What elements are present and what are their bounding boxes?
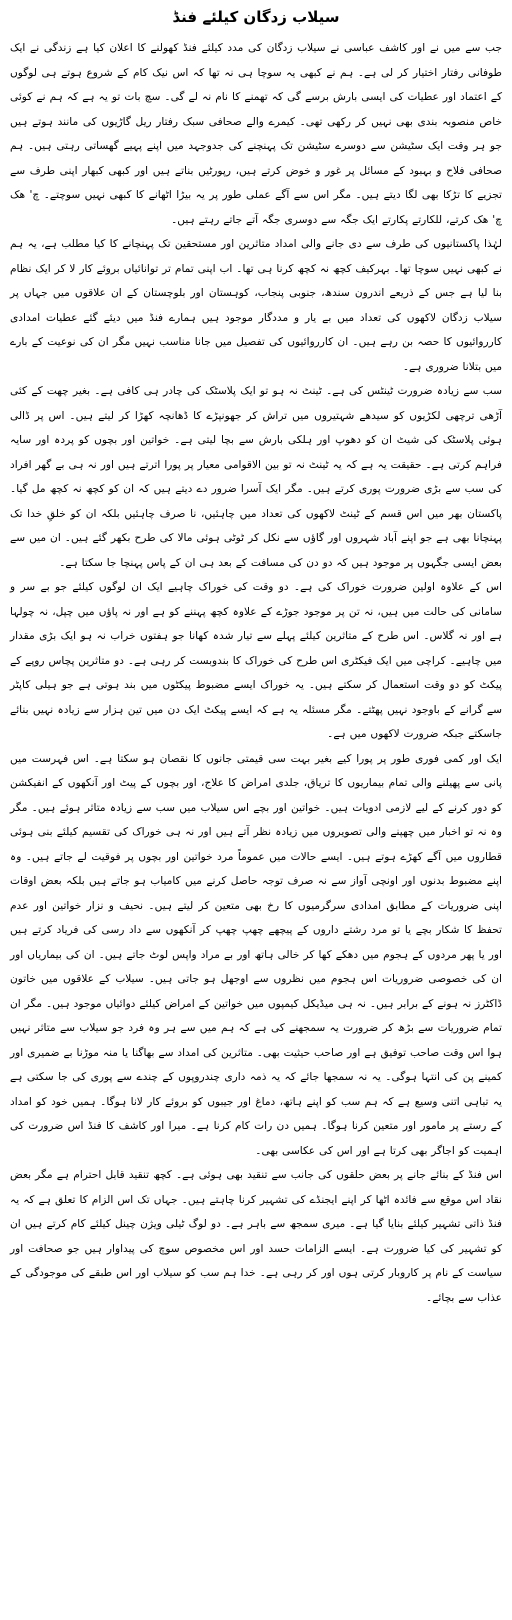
article-title: سیلاب زدگان کیلئے فنڈ (172, 8, 340, 26)
paragraph-1: جب سے میں نے اور کاشف عباسی نے سیلاب زدگان کی مدد کیلئے فنڈ کھولنے کا اعلان کیا ہے زندگی نے ایک طوفانی رفتار اختیار کر لی ہے۔ ہم نے کبھی یہ سوچا ہی نہ تھا کہ اس نیک کام کے شروع ہوتے ہی لوگوں کے اعتماد اور عطیات کی ایسی بارش برسے گی کہ تھمنے کا نام نہ لے گی۔ سچ بات تو یہ ہے کہ ہم نے کوئی خاص منصوبہ بندی بھی نہیں کر رکھی تھی۔ کیمرے والے صحافی سبک رفتار ریل گاڑیوں کی مانند ہوتے ہیں جو ہر وقت ایک سٹیشن سے دوسرے سٹیشن تک پہنچنے کی جدوجہد میں اپنے پہیے گھساتی رہتی ہیں۔ ہم صحافی فلاح و بہبود کے مسائل پر غور و خوض کرتے ہیں، رپورٹیں بناتے ہیں اور کبھی کبھار اپنی طرف سے تجزیے کا تڑکا بھی لگا دیتے ہیں۔ مگر اس سے آگے عملی طور پر یہ بیڑا اٹھانے کا کبھی نہیں سوچتے۔ چ' ھک چ' ھک کرتے، للکارتے پکارتے ایک جگہ سے دوسری جگہ آتے جاتے رہتے ہیں۔ (10, 42, 502, 226)
paragraph-3: سب سے زیادہ ضرورت ٹینٹس کی ہے۔ ٹینٹ نہ ہو تو ایک پلاسٹک کی چادر ہی کافی ہے۔ بغیر چھت کے کئی آڑھی ترچھی لکڑیوں کو سیدھے شہتیروں میں تراش کر جھونپڑے کا ڈھانچہ کھڑا کر لیتے ہیں۔ اس پر ڈالی ہوئی پلاسٹک کی شیٹ ان کو دھوپ اور ہلکی بارش سے بچا لیتی ہے۔ خواتین اور بچوں کو پردہ اور سایہ فراہم کرتی ہے۔ حقیقت یہ ہے کہ یہ ٹینٹ نہ تو بین الاقوامی معیار پر پورا اترتے ہیں اور نہ ہی بے گھر افراد کی سب سے بڑی ضرورت پوری کرتے ہیں۔ مگر ایک آسرا ضرور دے دیتے ہیں کہ ان کو کچھ نہ کچھ مل گیا۔ پاکستان بھر میں اس قسم کے ٹینٹ لاکھوں کی تعداد میں چاہئیں، نا صرف چاہئیں بلکہ ان کو خلقِ خدا تک پہنچانا بھی ہے جو اپنے آباد شہروں اور گاؤں سے نکل کر ٹوٹی ہوئی مالا کی طرح بکھر گئے ہیں۔ ان میں سے بعض ایسی جگہوں پر موجود ہیں کہ دو دن کی مسافت کے بعد ہی ان کے پاس پہنچا جا سکتا ہے۔ (10, 385, 502, 569)
paragraph-4: اس کے علاوہ اولین ضرورت خوراک کی ہے۔ دو وقت کی خوراک چاہیے ایک ان لوگوں کیلئے جو بے سر و سامانی کی حالت میں ہیں، نہ تن پر موجود جوڑے کے علاوہ کچھ پہننے کو ہے اور نہ پاؤں میں چپل، نہ چولہا ہے اور نہ گلاس۔ اس طرح کے متاثرین کیلئے پہلے سے تیار شدہ کھانا جو ہفتوں خراب نہ ہو ایک بڑی مقدار میں چاہیے۔ کراچی میں ایک فیکٹری اس طرح کی خوراک کا بندوبست کر رہی ہے۔ دو متاثرین پچاس روپے کے پیکٹ کو دو وقت استعمال کر سکتے ہیں۔ یہ خوراک ایسے مضبوط پیکٹوں میں بند ہوتی ہے جو ہیلی کاپٹر سے گرانے کے باوجود نہیں پھٹتے۔ مگر مسئلہ یہ ہے کہ ایسے پیکٹ ایک دن میں تین ہزار سے زیادہ نہیں بنائے جاسکتے جبکہ ضرورت لاکھوں میں ہے۔ (10, 581, 502, 740)
paragraph-6: اس فنڈ کے بنائے جانے پر بعض حلقوں کی جانب سے تنقید بھی ہوئی ہے۔ کچھ تنقید قابل احترام ہے مگر بعض نقاد اس موقع سے فائدہ اٹھا کر اپنے ایجنڈے کی تشہیر کرنا چاہتے ہیں۔ جہاں تک اس الزام کا تعلق ہے کہ یہ فنڈ ذاتی تشہیر کیلئے بنایا گیا ہے۔ میری سمجھ سے باہر ہے۔ دو لوگ ٹیلی ویژن چینل کیلئے کام کرتے ہیں ان کو تشہیر کی کیا ضرورت ہے۔ ایسے الزامات حسد اور اس مخصوص سوچ کی پیداوار ہیں جو صحافت اور سیاست کے نام پر کاروبار کرتی ہوں اور کر رہی ہے۔ خدا ہم سب کو سیلاب اور اس طبقے کی موجودگی کے عذاب سے بچائے۔ (10, 1169, 502, 1304)
paragraph-2: لہٰذا پاکستانیوں کی طرف سے دی جانے والی امداد متاثرین اور مستحقین تک پہنچانے کا کیا مطلب ہے، یہ ہم نے کبھی نہیں سوچا تھا۔ بہرکیف کچھ نہ کچھ کرنا ہی تھا۔ اب اپنی تمام تر توانائیاں بروئے کار لا کر ایک نظام بنا لیا ہے جس کے ذریعے اندرون سندھ، جنوبی پنجاب، کوہستان اور بلوچستان کے ان علاقوں میں جہاں پر سیلاب زدگان لاکھوں کی تعداد میں بے یار و مددگار موجود ہیں ہمارے فنڈ میں دیئے گئے عطیات امدادی کارروائیوں کا حصہ بن رہے ہیں۔ ان کارروائیوں کی تفصیل میں جانا مناسب نہیں مگر ان کی نوعیت کے بارے میں بتلانا ضروری ہے۔ (10, 238, 502, 373)
paragraph-5: ایک اور کمی فوری طور پر پورا کیے بغیر بہت سی قیمتی جانوں کا نقصان ہو سکتا ہے۔ اس فہرست میں پانی سے پھیلنے والی تمام بیماریوں کا تریاق، جلدی امراض کا علاج، اور بچوں کے پیٹ اور آنکھوں کے انفیکشن کو دور کرنے کے لیے لازمی ادویات ہیں۔ خواتین اور بچے اس سیلاب میں سب سے زیادہ متاثر ہوئے ہیں۔ مگر وہ نہ تو اخبار میں چھپنے والی تصویروں میں زیادہ نظر آتے ہیں اور نہ ہی خوراک کی تقسیم کیلئے بنی ہوئی قطاروں میں آگے کھڑے ہوتے ہیں۔ ایسے حالات میں عموماً مرد خواتین اور بچوں پر فوقیت لے جاتے ہیں۔ وہ اپنے مضبوط بدنوں اور اونچی آواز سے نہ صرف توجہ حاصل کرنے میں کامیاب ہو جاتے ہیں بلکہ بعض اوقات اپنی ضروریات کے مطابق امدادی سرگرمیوں کا رخ بھی متعین کر لیتے ہیں۔ نحیف و نزار خواتین اور عدم تحفظ کا شکار بچے یا تو مرد رشتے داروں کے پیچھے چھپ چھپ کر آنکھوں سے داد رسی کی فریاد کرتے ہیں اور یا پھر مردوں کے ہجوم میں دھکے کھا کر خالی ہاتھ اور بے مراد واپس لوٹ جاتے ہیں۔ ان کی بیماریاں اور ان کی خصوصی ضروریات اس ہجوم میں نظروں سے اوجھل ہو جاتی ہیں۔ سیلاب کے علاقوں میں خاتون ڈاکٹرز نہ ہونے کے برابر ہیں۔ نہ ہی میڈیکل کیمپوں میں خواتین کے امراض کیلئے دوائیاں موجود ہیں۔ مگر ان تمام ضروریات سے بڑھ کر ضرورت یہ سمجھنے کی ہے کہ ہم میں سے ہر وہ فرد جو سیلاب سے متاثر نہیں ہوا اس وقت صاحب توفیق ہے اور صاحب حیثیت بھی۔ متاثرین کی امداد سے بھاگنا یا منہ موڑنا بے ضمیری اور کمینے پن کی انتہا ہوگی۔ یہ نہ سمجھا جائے کہ یہ ذمہ داری چندروپوں کے چندے سے پوری کی جا سکتی ہے یہ تباہی اتنی وسیع ہے کہ ہم سب کو اپنے ہاتھ، دماغ اور جیبوں کو بروئے کار لانا ہوگا۔ ہمیں خود کو امداد کے رستے پر مامور اور متعین کرنا ہوگا۔ ہمیں دن رات کام کرنا ہے۔ میرا اور کاشف کا فنڈ اس ضرورت کی اہمیت کو اجاگر بھی کرتا ہے اور اس کی عکاسی بھی۔ (10, 752, 502, 1157)
